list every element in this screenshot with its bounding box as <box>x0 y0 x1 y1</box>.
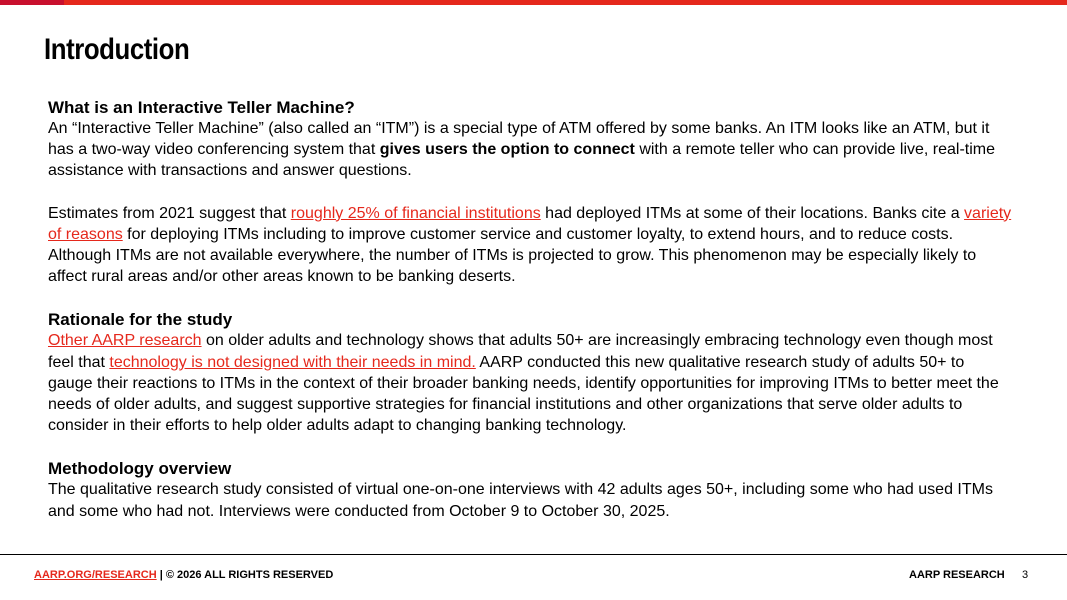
spacer <box>48 182 1013 203</box>
section-rationale <box>48 309 1013 436</box>
spacer <box>48 287 1013 309</box>
top-accent-bar <box>0 0 1067 5</box>
section-methodology <box>48 458 1013 521</box>
link-technology-needs[interactable]: technology is not designed with their needs in mind. <box>109 353 476 371</box>
link-other-aarp-research[interactable]: Other AARP research <box>48 332 202 350</box>
footer-link-aarp-research[interactable]: AARP.ORG/RESEARCH <box>34 569 157 581</box>
link-financial-institutions[interactable]: roughly 25% of financial institutions <box>290 204 541 222</box>
footer-left <box>34 568 333 582</box>
itm-paragraph-2 <box>48 203 1013 288</box>
itm-p2-text-3: for deploying ITMs including to improve customer service and customer loyalty, to extend hours, and to reduce costs. Although ITMs are not available everywhere, the number of ITMs is projected to grow. This phenomenon may be especially likely to affect rural areas and/or other areas known to be banking deserts. <box>48 225 977 286</box>
rationale-text: on older adults and technology shows that adults 50+ are increasingly embracing technology even though most feel that <box>48 332 993 371</box>
itm-p1-bold: gives users the option to connect <box>379 141 635 159</box>
footer-rights: | © 2026 ALL RIGHTS RESERVED <box>156 569 334 581</box>
footer-divider <box>0 554 1067 555</box>
section-heading-rationale: Rationale for the study <box>48 310 233 330</box>
section-heading-itm: What is an Interactive Teller Machine? <box>48 98 355 117</box>
page-number: 3 <box>1022 569 1029 581</box>
footer-brand: AARP RESEARCH <box>909 569 1005 581</box>
section-heading-methodology: Methodology overview <box>48 459 232 479</box>
methodology-paragraph: The qualitative research study consisted of virtual one-on-one interviews with 42 adults ages 50+, including some who had used ITMs and some who had not. Interviews were conducted from October 9 to October 30, 2025. <box>48 481 993 520</box>
page-title: Introduction <box>44 33 190 66</box>
itm-p1-text: An “Interactive Teller Machine” (also called an “ITM”) is a special type of ATM offered by some banks. An ITM looks like an ATM, but it has a two-way video conferencing system that <box>48 120 990 159</box>
rationale-paragraph <box>48 330 1013 436</box>
itm-paragraph-1 <box>48 118 1013 182</box>
itm-p2-text-2: had deployed ITMs at some of their locations. Banks cite a <box>540 204 965 222</box>
itm-p2-text: Estimates from 2021 suggest that <box>48 204 291 222</box>
rationale-text-2: AARP conducted this new qualitative research study of adults 50+ to gauge their reactions to ITMs in the context of their broader banking needs, identify opportunities for improving ITMs to better meet the needs of older adults, and suggest supportive strategies for financial institutions and other organizations that serve older adults to consider in their efforts to help older adults adapt to changing banking technology. <box>48 353 999 435</box>
top-accent-bar-left <box>0 0 64 5</box>
spacer <box>48 436 1013 458</box>
slide-content <box>48 97 1013 522</box>
link-variety-of-reasons[interactable]: variety of reasons <box>48 204 1012 243</box>
section-itm <box>48 97 1013 287</box>
itm-p1-text-end: with a remote teller who can provide live, real-time assistance with transactions and answer questions. <box>48 141 996 180</box>
